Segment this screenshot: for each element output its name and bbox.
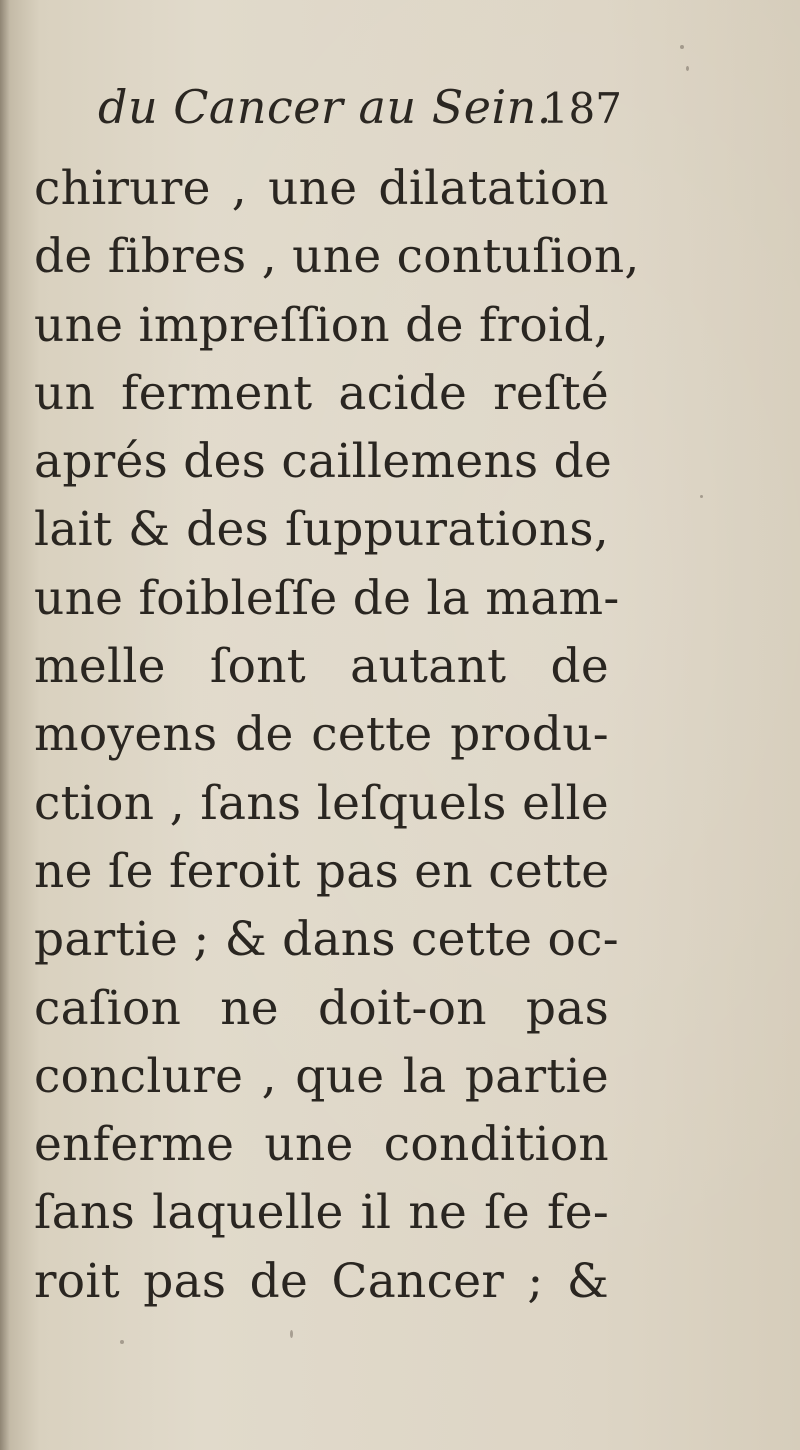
text-line: partie ; & dans cette oc-	[34, 912, 619, 968]
text-line: ſans laquelle il ne ſe fe-	[34, 1185, 609, 1241]
text-line: caſion ne doit-on pas	[34, 980, 609, 1036]
text-line: enferme une condition	[34, 1117, 609, 1173]
paper-speck	[120, 1340, 124, 1344]
text-line: ne ſe feroit pas en cette	[34, 843, 610, 899]
text-line: un ferment acide reſté	[34, 365, 609, 421]
text-line: ction , ſans leſquels elle	[34, 775, 609, 831]
text-line: une impreſſion de froid,	[34, 297, 609, 353]
paper-speck	[700, 495, 703, 498]
text-line: aprés des caillemens de	[34, 434, 613, 490]
running-title: du Cancer au Sein.	[98, 80, 552, 134]
text-line: melle ſont autant de	[34, 639, 609, 695]
text-line: une foibleſſe de la mam-	[34, 570, 620, 626]
text-line: roit pas de Cancer ; &	[34, 1253, 609, 1309]
body-text	[34, 155, 640, 1316]
text-line: chirure , une dilatation	[34, 161, 609, 216]
paper-speck	[686, 66, 689, 71]
page-number: 187	[541, 84, 622, 133]
text-line: de fibres , une contuſion,	[34, 229, 640, 285]
page-gutter-shadow	[0, 0, 10, 1450]
running-head	[90, 80, 630, 150]
paper-speck	[680, 45, 684, 49]
text-line: moyens de cette produ-	[34, 707, 609, 763]
text-line: lait & des ſuppurations,	[34, 502, 609, 558]
paper-speck	[290, 1330, 293, 1338]
text-line: conclure , que la partie	[34, 1048, 609, 1104]
